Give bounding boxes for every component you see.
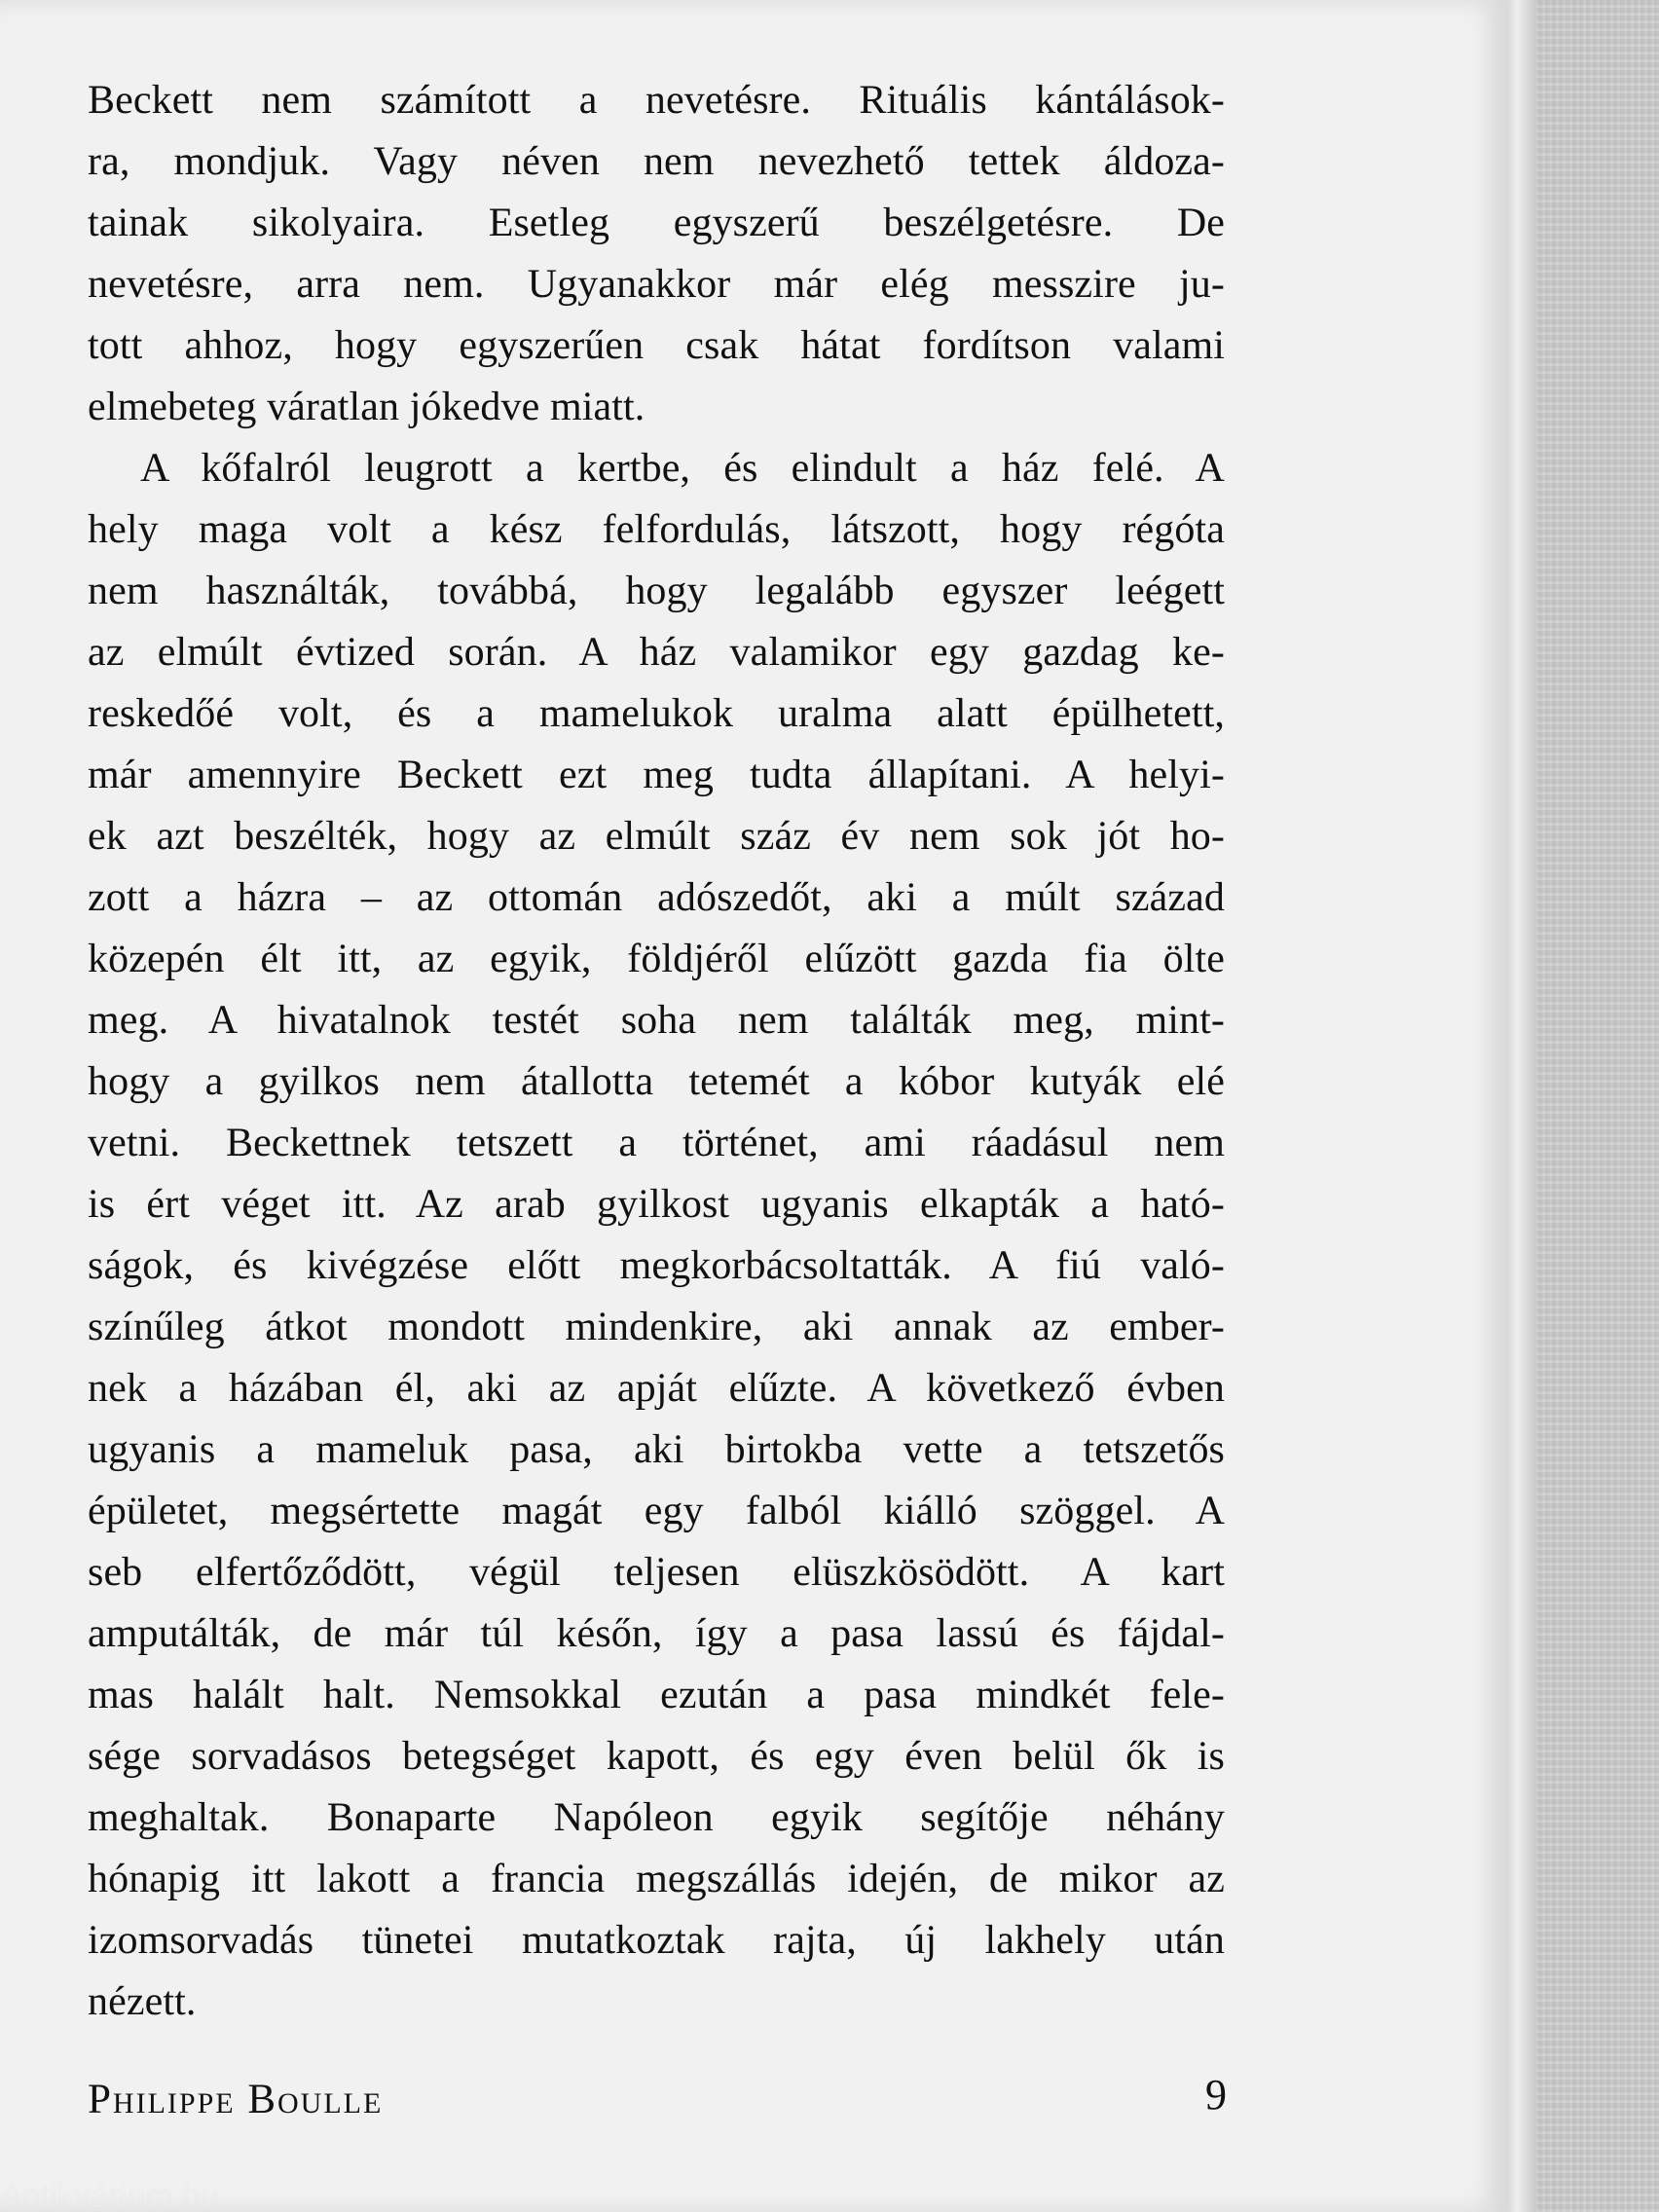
page-edge-shadow — [1507, 0, 1536, 2212]
text-line: zott a házra – az ottomán adószedőt, aki a múlt század — [88, 875, 1225, 920]
text-line: nek a házában él, aki az apját elűzte. A következő évben — [88, 1366, 1225, 1411]
text-line: amputálták, de már túl későn, így a pasa lassú és fájdal- — [88, 1611, 1225, 1656]
text-line: már amennyire Beckett ezt meg tudta állapítani. A helyi- — [88, 753, 1225, 797]
text-line: Beckett nem számított a nevetésre. Rituális kántálások- — [88, 78, 1225, 123]
text-line: az elmúlt évtized során. A ház valamikor egy gazdag ke- — [88, 630, 1225, 675]
background-surface — [1536, 0, 1659, 2212]
text-line: épületet, megsértette magát egy falból kiálló szöggel. A — [88, 1489, 1225, 1533]
text-line: seb elfertőződött, végül teljesen elüszkösödött. A kart — [88, 1550, 1225, 1595]
text-line: tott ahhoz, hogy egyszerűen csak hátat fordítson valami — [88, 323, 1225, 368]
text-line: ek azt beszélték, hogy az elmúlt száz év nem sok jót ho- — [88, 814, 1225, 859]
text-line: vetni. Beckettnek tetszett a történet, ami ráadásul nem — [88, 1121, 1225, 1165]
text-line: reskedőé volt, és a mamelukok uralma alatt épülhetett, — [88, 691, 1225, 736]
text-line: ságok, és kivégzése előtt megkorbácsoltatták. A fiú való- — [88, 1243, 1225, 1288]
text-line: nevetésre, arra nem. Ugyanakkor már elég messzire ju- — [88, 262, 1225, 307]
text-line: elmebeteg váratlan jókedve miatt. — [88, 385, 645, 429]
text-line: meghaltak. Bonaparte Napóleon egyik segítője néhány — [88, 1795, 1225, 1840]
text-line: hónapig itt lakott a francia megszállás idején, de mikor az — [88, 1857, 1225, 1901]
text-line: A kőfalról leugrott a kertbe, és elindult a ház felé. A — [140, 446, 1225, 491]
text-line: színűleg átkot mondott mindenkire, aki annak az ember- — [88, 1305, 1225, 1349]
text-line: közepén élt itt, az egyik, földjéről elűzött gazda fia ölte — [88, 937, 1225, 981]
show-through-texture — [1199, 84, 1443, 1603]
text-line: hogy a gyilkos nem átallotta tetemét a kóbor kutyák elé — [88, 1059, 1225, 1104]
text-line: sége sorvadásos betegséget kapott, és egy éven belül ők is — [88, 1734, 1225, 1779]
page-footer-author: Philippe Boulle — [88, 2077, 384, 2122]
text-line: hely maga volt a kész felfordulás, látszott, hogy régóta — [88, 507, 1225, 552]
site-watermark: Antikvárium.hu — [0, 2181, 219, 2212]
text-line: ugyanis a mameluk pasa, aki birtokba vette a tetszetős — [88, 1427, 1225, 1472]
text-line: is ért véget itt. Az arab gyilkost ugyanis elkapták a ható- — [88, 1182, 1225, 1227]
text-line: izomsorvadás tünetei mutatkoztak rajta, új lakhely után — [88, 1918, 1225, 1963]
text-line: mas halált halt. Nemsokkal ezután a pasa mindkét fele- — [88, 1673, 1225, 1717]
page-number: 9 — [1205, 2071, 1227, 2119]
text-line: nézett. — [88, 1979, 197, 2024]
text-line: nem használták, továbbá, hogy legalább egyszer leégett — [88, 569, 1225, 613]
text-line: ra, mondjuk. Vagy néven nem nevezhető tettek áldoza- — [88, 139, 1225, 184]
text-line: tainak sikolyaira. Esetleg egyszerű beszélgetésre. De — [88, 201, 1225, 245]
text-line: meg. A hivatalnok testét soha nem találták meg, mint- — [88, 998, 1225, 1043]
page-body-text — [88, 70, 1225, 2033]
